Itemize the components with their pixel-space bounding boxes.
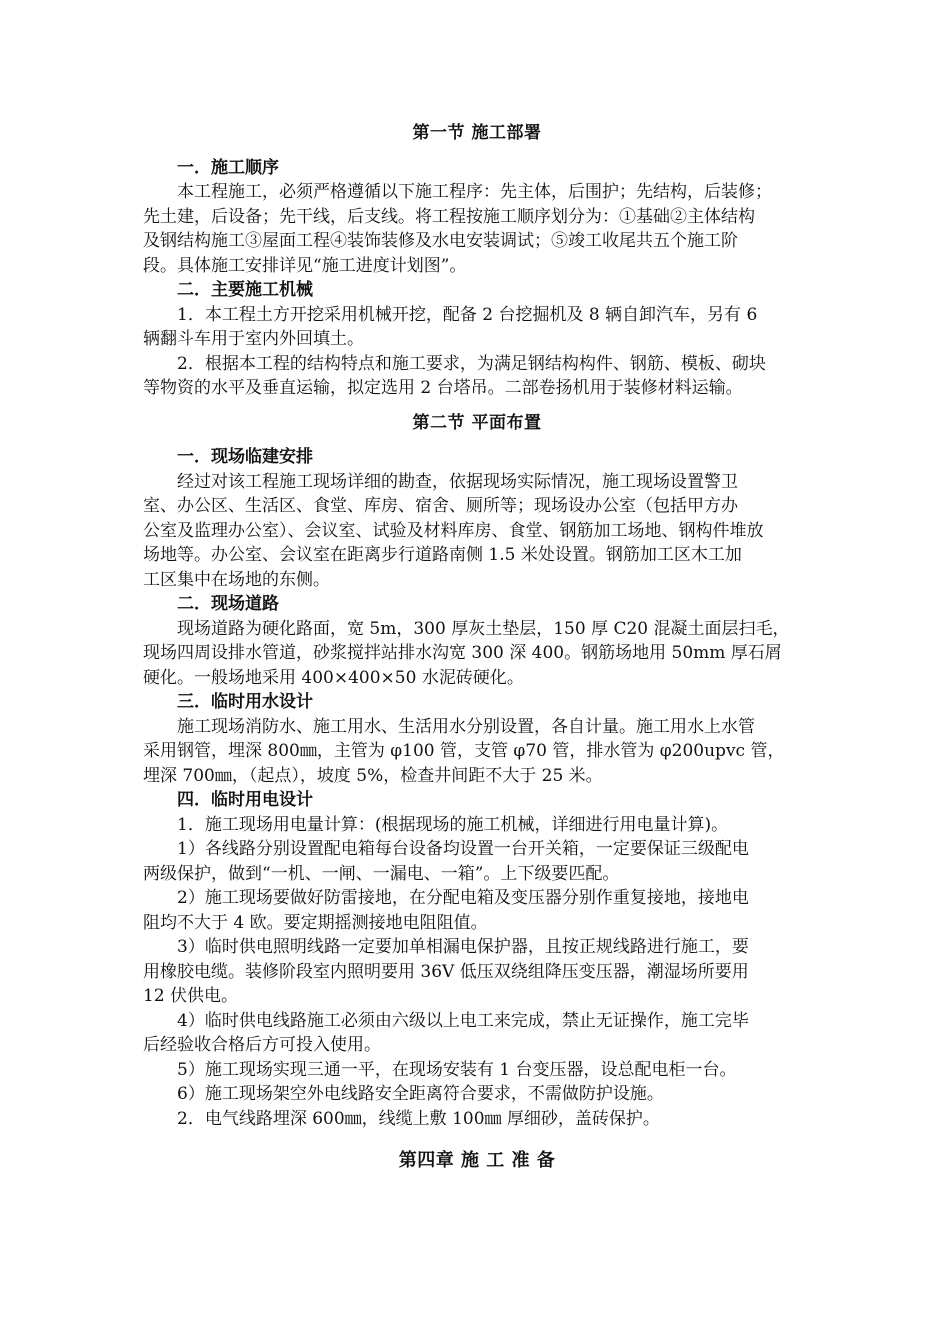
paragraph-line: 施工现场消防水、施工用水、生活用水分别设置，各自计量。施工用水上水管 (177, 716, 755, 737)
paragraph-line: 1）各线路分别设置配电箱每台设备均设置一台开关箱，一定要保证三级配电 (177, 839, 749, 859)
paragraph-line: 2）施工现场要做好防雷接地，在分配电箱及变压器分别作重复接地，接地电 (177, 888, 749, 908)
heading-temporary-power: 四．临时用电设计 (177, 790, 313, 810)
paragraph-line: 4）临时供电线路施工必须由六级以上电工来完成，禁止无证操作，施工完毕 (177, 1010, 749, 1031)
paragraph-line: 1．施工现场用电量计算：(根据现场的施工机械，详细进行用电量计算)。 (177, 814, 729, 835)
paragraph-line: 公室及监理办公室）、会议室、试验及材料库房、食堂、钢筋加工场地、钢构件堆放 (143, 520, 764, 541)
paragraph-line: 6）施工现场架空外电线路安全距离符合要求，不需做防护设施。 (177, 1084, 664, 1104)
paragraph-line: 硬化。一般场地采用 400×400×50 水泥砖硬化。 (143, 667, 524, 688)
paragraph-line: 室、办公区、生活区、食堂、库房、宿舍、厕所等；现场设办公室（包括甲方办 (143, 496, 738, 516)
heading-temporary-facilities: 一．现场临建安排 (177, 447, 313, 467)
paragraph-line: 5）施工现场实现三通一平，在现场安装有 1 台变压器，设总配电柜一台。 (177, 1059, 737, 1080)
paragraph-line: 经过对该工程施工现场详细的勘查，依据现场实际情况，施工现场设置警卫 (177, 471, 738, 492)
document-body (143, 121, 811, 1174)
paragraph-line: 现场四周设排水管道，砂浆搅拌站排水沟宽 300 深 400。钢筋场地用 50mm 厚石屑 (143, 643, 782, 663)
paragraph-line: 埋深 700㎜，（起点），坡度 5%，检查井间距不大于 25 米。 (143, 765, 603, 786)
paragraph-line: 两级保护，做到“一机、一闸、一漏电、一箱”。上下级要匹配。 (143, 863, 620, 884)
heading-temporary-water: 三．临时用水设计 (177, 692, 313, 712)
heading-main-machinery: 二．主要施工机械 (177, 280, 313, 300)
heading-construction-sequence: 一．施工顺序 (177, 157, 279, 178)
paragraph-line: 1．本工程土方开挖采用机械开挖，配备 2 台挖掘机及 8 辆自卸汽车，另有 6 (177, 304, 758, 325)
paragraph-line: 段。具体施工安排详见“施工进度计划图”。 (143, 255, 467, 276)
paragraph-line: 辆翻斗车用于室内外回填土。 (143, 329, 364, 349)
section-title-deployment: 第一节 施工部署 (412, 123, 542, 143)
section-title-layout: 第二节 平面布置 (412, 412, 542, 433)
paragraph-line: 阻均不大于 4 欧。要定期摇测接地电阻阻值。 (143, 912, 488, 933)
paragraph-line: 后经验收合格后方可投入使用。 (143, 1035, 381, 1055)
paragraph-line: 2．根据本工程的结构特点和施工要求，为满足钢结构构件、钢筋、模板、砌块 (177, 353, 766, 374)
paragraph-line: 2．电气线路埋深 600㎜，线缆上敷 100㎜ 厚细砂，盖砖保护。 (177, 1108, 660, 1129)
paragraph-line: 用橡胶电缆。装修阶段室内照明要用 36V 低压双绕组降压变压器，潮湿场所要用 (143, 961, 749, 982)
paragraph-line: 场地等。办公室、会议室在距离步行道路南侧 1.5 米处设置。钢筋加工区木工加 (143, 545, 742, 565)
chapter-title-preparation: 第四章 施 工 准 备 (398, 1150, 556, 1171)
paragraph-line: 现场道路为硬化路面，宽 5m，300 厚灰土垫层，150 厚 C20 混凝土面层扫毛， (177, 618, 790, 639)
paragraph-line: 本工程施工，必须严格遵循以下施工程序：先主体，后围护；先结构，后装修； (177, 182, 772, 202)
heading-site-roads: 二．现场道路 (177, 594, 279, 614)
paragraph-line: 工区集中在场地的东侧。 (143, 569, 330, 590)
paragraph-line: 12 伏供电。 (143, 986, 239, 1006)
paragraph-line: 3）临时供电照明线路一定要加单相漏电保护器，且按正规线路进行施工，要 (177, 937, 749, 957)
paragraph-line: 等物资的水平及垂直运输，拟定选用 2 台塔吊。二部卷扬机用于装修材料运输。 (143, 378, 743, 398)
paragraph-line: 先土建，后设备；先干线，后支线。将工程按施工顺序划分为：①基础②主体结构 (143, 206, 755, 227)
paragraph-line: 及钢结构施工③屋面工程④装饰装修及水电安装调试；⑤竣工收尾共五个施工阶 (143, 231, 738, 251)
paragraph-line: 采用钢管，埋深 800㎜，主管为 φ100 管，支管 φ70 管，排水管为 φ200upvc 管， (143, 741, 785, 761)
